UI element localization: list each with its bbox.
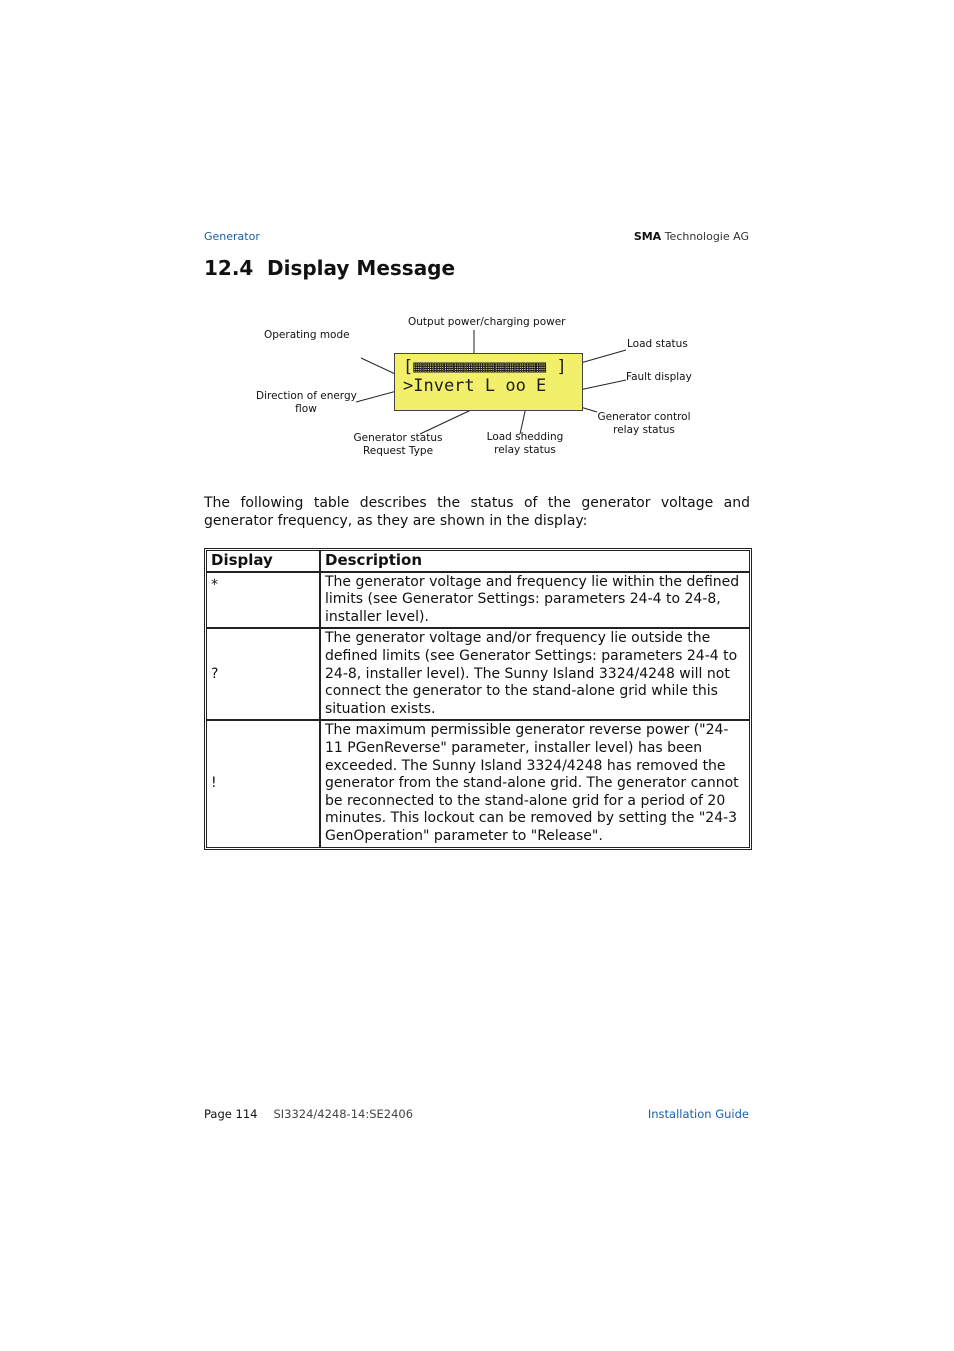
label-gen-status-line-2: Request Type [362, 444, 434, 457]
label-output-power: Output power/charging power [408, 316, 566, 328]
header-company [634, 230, 749, 243]
description-cell: The generator voltage and/or frequency lie outside the defined limits (see Generator Settings: parameters 24-4 to 24-8, installer level). The Sunny Island 3324/4248 will not connect the generator to the stand-alone grid while this situation exists. [320, 628, 750, 720]
display-symbol: ? [206, 628, 320, 720]
label-load-shedding-line-2: relay status [494, 443, 556, 456]
section-number: 12.4 [204, 256, 254, 280]
header-display: Display [206, 550, 320, 572]
footer-guide: Installation Guide [647, 1107, 749, 1121]
intro-paragraph: The following table describes the status of the generator voltage and generator frequency, as they are shown in the display: [204, 495, 750, 529]
footer-left [204, 1107, 413, 1121]
description-cell: The maximum permissible generator reverse power ("24-11 PGenReverse" parameter, installer level) has been exceeded. The Sunny Island 3324/4248 has removed the generator from the stand-alone grid. The generator cannot be reconnected to the stand-alone grid for a period of 20 minutes. This lockout can be removed by setting the "24-3 GenOperation" parameter to "Release". [320, 720, 750, 847]
label-direction [256, 390, 356, 415]
label-load-shedding-line-1: Load shedding [486, 431, 564, 443]
display-symbol: ! [206, 720, 320, 847]
label-load-status: Load status [627, 338, 688, 350]
lcd-line-2: >Invert L oo E [403, 376, 547, 396]
company-name: Technologie AG [664, 230, 749, 243]
section-title [204, 256, 455, 280]
table-row [206, 572, 750, 629]
table-row [206, 628, 750, 720]
label-load-shedding [475, 431, 575, 456]
doc-code: SI3324/4248-14:SE2406 [273, 1107, 414, 1121]
display-diagram [250, 310, 710, 470]
label-direction-line-2: flow [295, 402, 317, 415]
brand-name: SMA [633, 230, 662, 243]
header-description: Description [320, 550, 750, 572]
label-gen-control-line-1: Generator control [597, 411, 691, 423]
section-heading: Display Message [267, 256, 456, 280]
lcd-line-1: [▦▦▦▦▦▦▦▦▦▦▦▦▦ ] [403, 357, 567, 377]
table-row [206, 720, 750, 847]
label-fault-display: Fault display [626, 371, 692, 383]
status-table [204, 548, 752, 850]
label-gen-status-line-1: Generator status [353, 432, 443, 444]
description-cell: The generator voltage and frequency lie within the defined limits (see Generator Settings: parameters 24-4 to 24-8, installer level). [320, 572, 750, 629]
table-header-row [206, 550, 750, 572]
lcd-display [394, 353, 583, 411]
label-gen-status [348, 432, 448, 457]
page-number: Page 114 [204, 1107, 258, 1121]
label-gen-control [594, 411, 694, 436]
display-symbol: * [206, 572, 320, 629]
label-operating-mode: Operating mode [264, 329, 350, 341]
header-section: Generator [204, 230, 260, 243]
label-direction-line-1: Direction of energy [256, 390, 357, 402]
label-gen-control-line-2: relay status [613, 423, 675, 436]
